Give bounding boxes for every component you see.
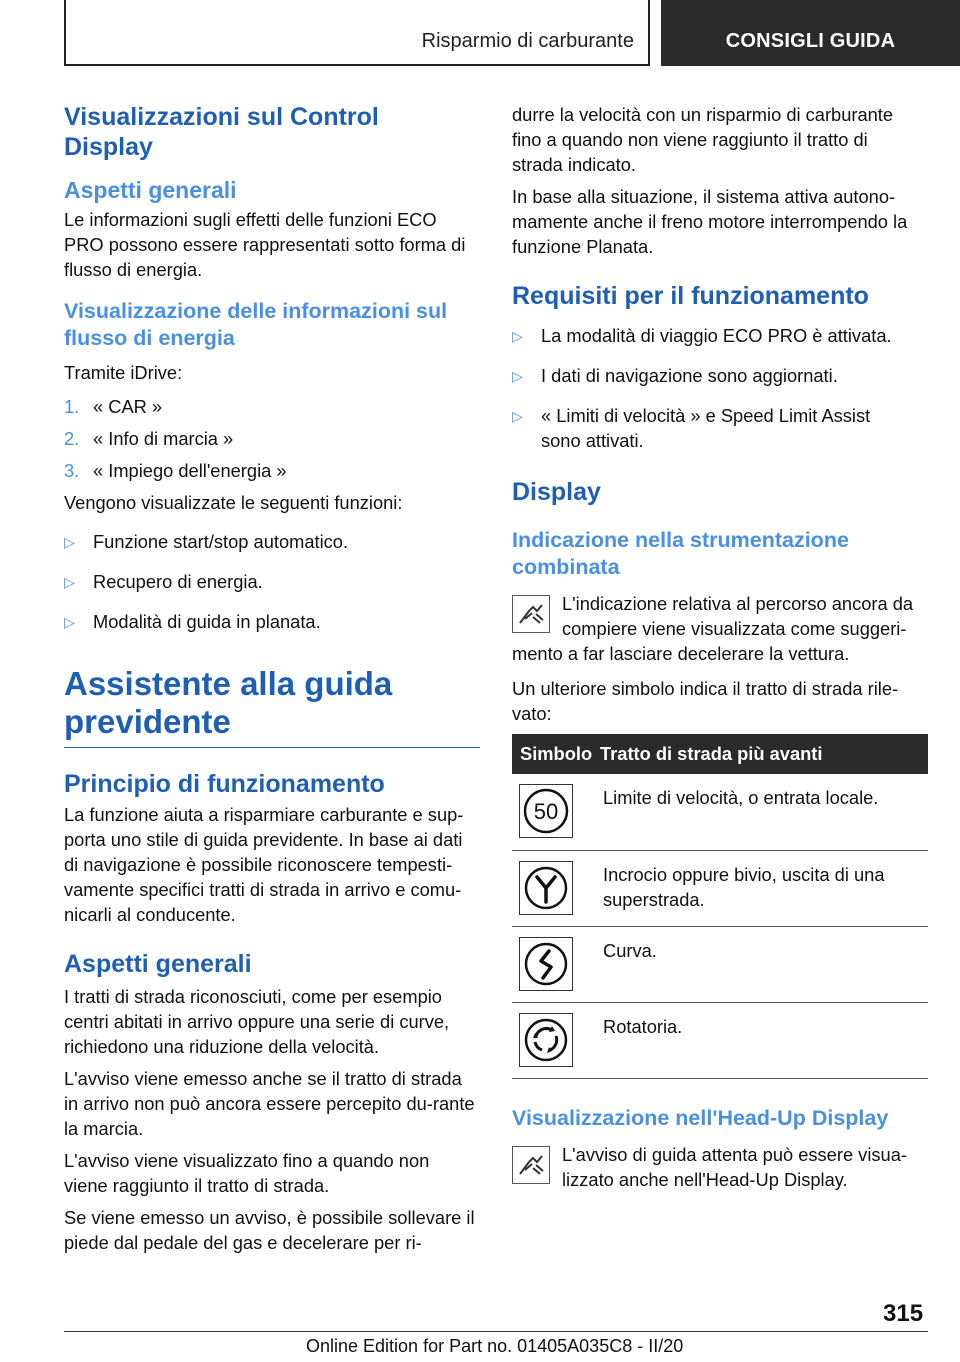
paragraph-general-2c: L'avviso viene visualizzato fino a quando non viene raggiunto il tratto di strada. — [64, 1150, 430, 1196]
paragraph-general-2d: Se viene emesso un avviso, è possibile sollevare il piede dal pedale del gas e decelerare per ri- — [64, 1207, 475, 1253]
row-description: Incrocio oppure bivio, uscita di una superstrada. — [600, 850, 928, 926]
paragraph-functions: Vengono visualizzate le seguenti funzioni: — [64, 492, 403, 513]
section-title: Risparmio di carburante — [421, 30, 634, 52]
list-item — [64, 394, 480, 419]
triangle-bullet-icon: ▷ — [512, 328, 523, 344]
row-description: Curva. — [600, 926, 928, 1002]
table-header-symbol: Simbolo — [512, 734, 600, 774]
heading-general-1: Aspetti generali — [64, 177, 237, 203]
heading-general-2: Aspetti generali — [64, 950, 252, 978]
list-item-text: Funzione start/stop automatico. — [93, 531, 349, 552]
speed-limit-value: 50 — [533, 799, 559, 824]
list-item — [64, 529, 480, 555]
speed-limit-50-icon — [519, 784, 573, 838]
road-hint-icon — [512, 1146, 550, 1184]
step-number: 2. — [64, 428, 80, 449]
idrive-steps — [64, 394, 480, 483]
heading-energy-flow: Visualizzazione delle informazioni sul flusso di energia — [64, 299, 448, 350]
paragraph-general-2b: L'avviso viene emesso anche se il tratto di strada in arrivo non può ancora essere percepito du-rante la marcia. — [64, 1068, 475, 1139]
list-item-text: La modalità di viaggio ECO PRO è attivata. — [541, 325, 892, 346]
list-item-text: I dati di navigazione sono aggiornati. — [541, 365, 838, 386]
row-description: Rotatoria. — [600, 1002, 928, 1078]
heading-instrument-cluster: Indicazione nella strumentazione combinata — [512, 528, 849, 579]
cluster-note — [512, 591, 928, 666]
list-item — [512, 323, 928, 349]
list-item — [64, 609, 480, 635]
triangle-bullet-icon: ▷ — [64, 574, 75, 590]
right-column — [512, 102, 928, 1192]
list-item — [512, 403, 928, 453]
page-number: 315 — [883, 1300, 924, 1327]
footer-edition: Online Edition for Part no. 01405A035C8 - II/20 — [306, 1336, 684, 1356]
paragraph-continued: durre la velocità con un risparmio di carburante fino a quando non viene raggiunto il tratto di strada indicato. — [512, 104, 894, 175]
functions-list — [64, 529, 480, 635]
step-number: 1. — [64, 396, 80, 417]
requirements-list — [512, 323, 928, 453]
triangle-bullet-icon: ▷ — [64, 534, 75, 550]
paragraph-principle: La funzione aiuta a risparmiare carburante e sup-porta uno stile di guida previdente. In base ai dati di navigazione è possibile riconoscere tempesti-vamente specifici tratti di strada in arrivo e comu-nicarli al conducente. — [64, 804, 464, 925]
chapter-tab[interactable] — [661, 0, 960, 66]
roundabout-icon — [519, 1013, 573, 1067]
step-number: 3. — [64, 460, 80, 481]
heading-control-display: Visualizzazioni sul Control Display — [64, 103, 379, 161]
chapter-tab-label: CONSIGLI GUIDA — [725, 29, 896, 52]
title-predictive-assist: Assistente alla guida previdente — [64, 665, 480, 748]
paragraph-general-2a: I tratti di strada riconosciuti, come per esempio centri abitati in arrivo oppure una serie di curve, richiedono una riduzione della velocità. — [64, 986, 450, 1057]
table-header-road: Tratto di strada più avanti — [600, 734, 928, 774]
table-row — [512, 1002, 928, 1078]
table-header-row — [512, 734, 928, 774]
list-item-text: Modalità di guida in planata. — [93, 611, 321, 632]
junction-icon — [519, 861, 573, 915]
list-item — [64, 426, 480, 451]
curve-icon — [519, 937, 573, 991]
cluster-note-text: L'indicazione relativa al percorso ancora da compiere viene visualizzata come suggeri-mento a far lasciare decelerare la vettura. — [512, 593, 914, 664]
paragraph-idrive: Tramite iDrive: — [64, 362, 183, 383]
triangle-bullet-icon: ▷ — [512, 408, 523, 424]
left-column — [64, 102, 480, 1255]
hud-note — [512, 1142, 928, 1192]
list-item — [64, 458, 480, 483]
triangle-bullet-icon: ▷ — [64, 614, 75, 630]
step-text: « Impiego dell'energia » — [93, 460, 287, 481]
triangle-bullet-icon: ▷ — [512, 368, 523, 384]
list-item — [64, 569, 480, 595]
hud-note-text: L'avviso di guida attenta può essere visua-lizzato anche nell'Head-Up Display. — [562, 1143, 907, 1190]
heading-principle: Principio di funzionamento — [64, 770, 385, 798]
row-description: Limite di velocità, o entrata locale. — [600, 774, 928, 850]
paragraph-engine-brake: In base alla situazione, il sistema attiva autono-mamente anche il freno motore interrompendo la funzione Planata. — [512, 186, 908, 257]
header-frame — [64, 0, 650, 66]
table-row — [512, 926, 928, 1002]
list-item-text: « Limiti di velocità » e Speed Limit Assist sono attivati. — [541, 405, 871, 451]
symbol-table — [512, 734, 928, 1079]
list-item — [512, 363, 928, 389]
heading-requirements: Requisiti per il funzionamento — [512, 282, 869, 310]
road-hint-icon — [512, 595, 550, 633]
paragraph-symbol: Un ulteriore simbolo indica il tratto di strada rile-vato: — [512, 678, 899, 724]
heading-display: Display — [512, 478, 601, 506]
step-text: « CAR » — [93, 396, 163, 417]
table-row — [512, 850, 928, 926]
heading-head-up-display: Visualizzazione nell'Head-Up Display — [512, 1105, 889, 1130]
footer-divider — [64, 1331, 928, 1332]
step-text: « Info di marcia » — [93, 428, 234, 449]
table-row — [512, 774, 928, 850]
paragraph-general-1: Le informazioni sugli effetti delle funzioni ECO PRO possono essere rappresentati sotto forma di flusso di energia. — [64, 209, 466, 280]
list-item-text: Recupero di energia. — [93, 571, 263, 592]
